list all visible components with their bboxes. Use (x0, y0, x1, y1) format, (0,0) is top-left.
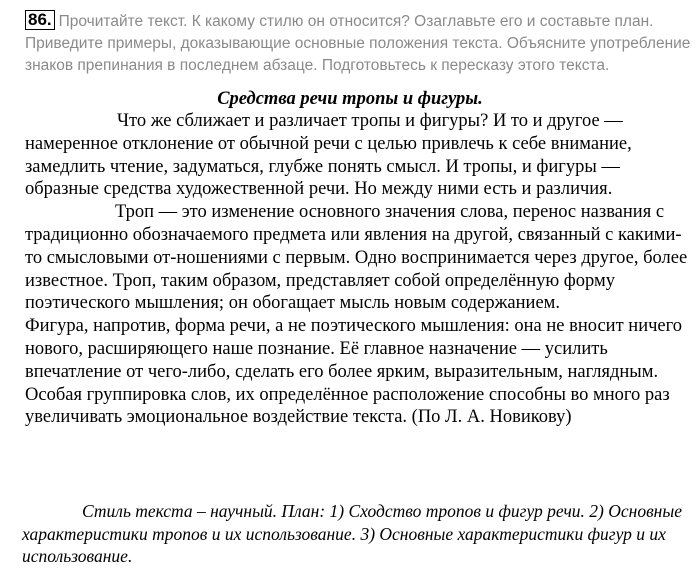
style-and-plan: Стиль текста – научный. План: 1) Сходство тропов и фигур речи. 2) Основные характеристики тропов и их использование. 3) Основные характеристики фигур и их использование. (22, 501, 682, 566)
text-title: Средства речи тропы и фигуры. (217, 89, 483, 109)
paragraph-2: Троп — это изменение основного значения слова, перенос названия с традиционно обозначаемого предмета или явления на другой, связанный с какими-то смысловыми от-ношениями с первым. Одно воспринимается через другое, более известное. Троп, таким образом, представляет собой определённую форму поэтического мышления; он обогащает мысль новым содержанием. (25, 202, 688, 314)
text-body (25, 110, 690, 429)
paragraph-3: Фигура, напротив, форма речи, а не поэтического мышления: она не вносит ничего нового, расширяющего наше познание. Её главное назначение — усилить впечатление от чего-либо, сделать его более ярким, выразительным, наглядным. Особая группировка слов, их определённое расположение способны во много раз увеличивать эмоциональное воздействие текста. (По Л. А. Новикову) (25, 316, 682, 428)
task-number: 86. (25, 10, 55, 30)
task-text: Прочитайте текст. К какому стилю он относится? Озаглавьте его и составьте план. Приведите примеры, доказывающие основные положения текста. Объясните употребление знаков препинания в последнем абзаце. Подготовьтесь к пересказу этого текста. (25, 13, 691, 74)
paragraph-1: Что же сближает и различает тропы и фигуры? И то и другое — намеренное отклонение от обычной речи с целью привлечь к себе внимание, замедлить чтение, задуматься, глубже понять смысл. И тропы, и фигуры — образные средства художественной речи. Но между ними есть и различия. (25, 111, 632, 200)
task-instructions (25, 10, 695, 77)
